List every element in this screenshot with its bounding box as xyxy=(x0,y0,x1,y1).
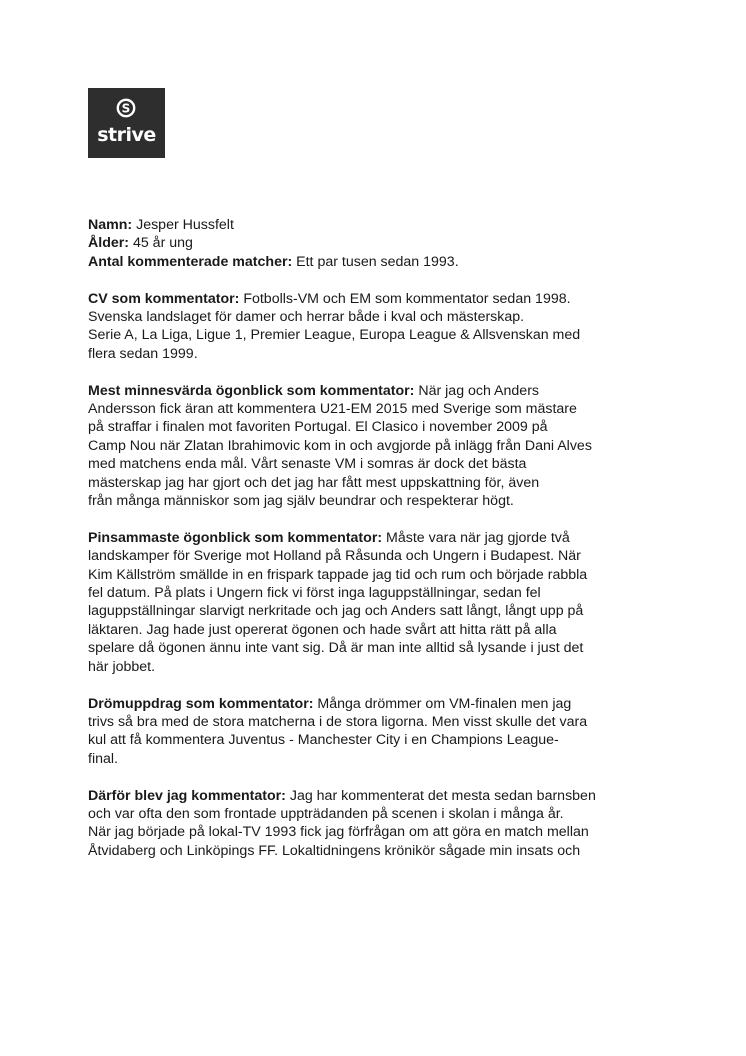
paragraph-line: flera sedan 1999. xyxy=(88,345,198,362)
strive-logo xyxy=(88,88,165,158)
paragraph-line: fel datum. På plats i Ungern fick vi först inga laguppställningar, sedan fel xyxy=(88,585,541,602)
section-label: CV som kommentator: xyxy=(88,290,240,307)
paragraph-line: trivs så bra med de stora matcherna i de stora ligorna. Men visst skulle det vara xyxy=(88,713,588,730)
paragraph-line: från många människor som jag själv beundrar och respekterar högt. xyxy=(88,493,514,510)
section-label: Mest minnesvärda ögonblick som kommentator: xyxy=(88,382,415,399)
paragraph-line: på straffar i finalen mot favoriten Portugal. El Clasico i november 2009 på xyxy=(88,419,548,436)
paragraph-line: CV som kommentator: Fotbolls-VM och EM som kommentator sedan 1998. xyxy=(88,290,571,307)
section-label: Därför blev jag kommentator: xyxy=(88,787,286,804)
embarrassing-section xyxy=(88,529,678,676)
why-section xyxy=(88,787,678,861)
paragraph-line: När jag började på lokal-TV 1993 fick jag förfrågan om att göra en match mellan xyxy=(88,824,589,841)
paragraph-line: Andersson fick äran att kommentera U21-EM 2015 med Sverige som mästare xyxy=(88,401,577,418)
age-value: 45 år ung xyxy=(132,235,193,252)
paragraph-line: mästerskap jag har gjort och det jag har fått mest uppskattning för, även xyxy=(88,474,540,491)
matches-value: Ett par tusen sedan 1993. xyxy=(296,253,459,270)
memorable-section xyxy=(88,382,678,511)
section-label: Pinsammaste ögonblick som kommentator: xyxy=(88,529,383,546)
paragraph-line: kul att få kommentera Juventus - Manchester City i en Champions League- xyxy=(88,732,559,749)
svg-text:S: S xyxy=(121,101,131,116)
section-label: Drömuppdrag som kommentator: xyxy=(88,695,314,712)
dream-section xyxy=(88,695,678,769)
age-label: Ålder: xyxy=(88,235,129,252)
paragraph-line: Kim Källström smällde in en frispark tappade jag tid och rum och började rabbla xyxy=(88,566,588,583)
paragraph-line: Pinsammaste ögonblick som kommentator: Måste vara när jag gjorde två xyxy=(88,529,570,546)
paragraph-line: med matchens enda mål. Vårt senaste VM i somras är dock det bästa xyxy=(88,456,527,473)
paragraph-line: här jobbet. xyxy=(88,658,156,675)
paragraph-line: Drömuppdrag som kommentator: Många drömmer om VM-finalen men jag xyxy=(88,695,572,712)
paragraph-line: Därför blev jag kommentator: Jag har kommenterat det mesta sedan barnsben xyxy=(88,787,596,804)
profile-document xyxy=(88,216,678,860)
matches-row xyxy=(88,253,678,271)
paragraph-line: final. xyxy=(88,750,118,767)
matches-label: Antal kommenterade matcher: xyxy=(88,253,293,270)
paragraph-line: Mest minnesvärda ögonblick som kommentator: När jag och Anders xyxy=(88,382,540,399)
paragraph-line: Svenska landslaget för damer och herrar både i kval och mästerskap. xyxy=(88,309,525,326)
name-row xyxy=(88,216,678,234)
paragraph-line: Serie A, La Liga, Ligue 1, Premier League, Europa League & Allsvenskan med xyxy=(88,327,581,344)
paragraph-line: landskamper för Sverige mot Holland på Råsunda och Ungern i Budapest. När xyxy=(88,548,581,565)
logo-wordmark: strive xyxy=(97,124,156,146)
paragraph-line: spelare då ögonen ännu inte vant sig. Då är man inte alltid så lysande i just det xyxy=(88,640,584,657)
paragraph-line: Camp Nou när Zlatan Ibrahimovic kom in och avgjorde på inlägg från Dani Alves xyxy=(88,437,592,454)
name-value: Jesper Hussfelt xyxy=(136,217,234,233)
age-row xyxy=(88,234,678,252)
name-label: Namn: xyxy=(88,217,133,233)
paragraph-line: läktaren. Jag hade just opererat ögonen och hade svårt att hitta rätt på alla xyxy=(88,621,557,638)
paragraph-line: Åtvidaberg och Linköpings FF. Lokaltidningens krönikör sågade min insats och xyxy=(88,842,581,859)
cv-section xyxy=(88,290,678,364)
paragraph-line: och var ofta den som frontade uppträdanden på scenen i skolan i många år. xyxy=(88,805,564,822)
strive-s-circle-icon xyxy=(116,98,136,118)
paragraph-line: laguppställningar slarvigt nerkritade och jag och Anders satt långt, långt upp på xyxy=(88,603,584,620)
